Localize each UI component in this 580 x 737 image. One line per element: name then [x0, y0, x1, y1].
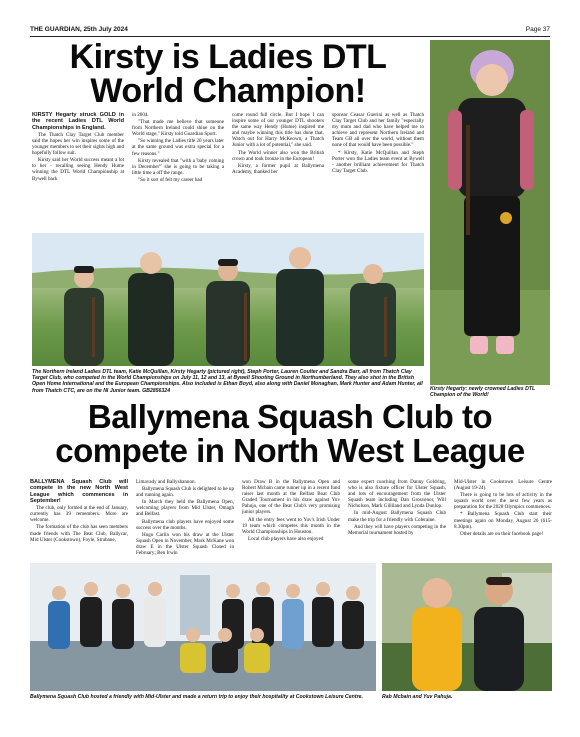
team-photo-illustration [32, 233, 424, 366]
article-paragraph: in 2004. [132, 112, 149, 118]
story2-col [454, 479, 552, 559]
article-paragraph: There is going to be lots of activity in the squash world over the next few years as preparation for the 2028 Olympics commences. [454, 492, 552, 511]
kirsty-photo [430, 40, 550, 385]
story1-col [32, 112, 124, 204]
article-paragraph: sponsor Ceasar Guerini as well as Thatch Clay Target Club and her family "especially my mum and dad who have helped me to achieve and represent Northern Ireland and Team GB all over the world, without them none of that would have been possible." [332, 112, 424, 149]
article-paragraph: Kirsty revealed that "with a 'baby coming in December'" she is going to be taking a little time a off the range. [132, 157, 224, 176]
article-paragraph: * Kirsty, Katie McQuillan and Steph Porter won the Ladies team event at Bywell - another brilliant achievement for Thatch Clay Target Club. [332, 149, 424, 174]
article-paragraph: Limavady and Ballyshannon. [136, 479, 196, 485]
article-paragraph: The formation of the club has seen members made friends with The Beat Club, Ballycar, Mid Ulster (Cookstown), Foyle, Strabane, [30, 524, 128, 543]
article-paragraph: Hugo Carlin won his draw at the Ulster Squash Open in November, Mark McKane won draw E in the Ulster Squash Closed in February; Ben Irwin [136, 531, 234, 557]
story1-headline: Kirsty is Ladies DTL World Champion! [69, 38, 387, 110]
article-paragraph: Other details are on their facebook page! [460, 530, 544, 537]
article-paragraph: And they will have players competing in the Memorial tournament hosted by [348, 523, 446, 536]
article-paragraph: In March they held the Ballymena Open, welcoming players from Mid Ulster, Omagh and Belfast. [136, 499, 234, 518]
article-lead: BALLYMENA Squash Club will compete in the new North West League which commences in September! [30, 479, 128, 504]
article-paragraph: Ballymena club players have enjoyed some success over the months. [136, 518, 234, 531]
page-number: Page 37 [525, 26, 550, 33]
article-paragraph: Kirsty said her World success meant a lot to her - recalling seeing Hendy Hume winning the DTL World Championship at Bywell back [32, 157, 124, 182]
rab-yuv-photo [382, 563, 552, 691]
team-photo-caption: The Northern Ireland Ladies DTL team, Katie McQuillan, Kirsty Hegarty (pictured right), Steph Porter, Lauren Coulter and Sandra Barr, all from Thatch Clay Target Club, who competed in the World Championships on July 11, 12 and 13, at Bywell Shooting Ground in Northumberland. They also shot in the British Open Home International and the European Championships. Also included is Ethan Boyd, also along with Daniel Monaghan, Mark Hunter and Adam Hunter, all from Thatch CTC, are on the NI Junior team. GB2856324 [32, 369, 423, 394]
story1-col [132, 112, 224, 204]
article-paragraph: The Thatch Clay Target Club member said the hopes her win inspires some of the younger members to set their sights high and hopefully follow suit. [32, 131, 124, 157]
story2-col [136, 479, 234, 559]
story1-body [32, 112, 424, 204]
squash-club-photo [30, 563, 376, 691]
squash-photo-illustration [30, 563, 376, 691]
article-paragraph: Local club players have also enjoyed [248, 535, 324, 542]
rab-yuv-caption: Rab Mcbain and Yuv Pahuja. [382, 694, 453, 700]
story2-headline: Ballymena Squash Club to compete in North West League [55, 398, 525, 469]
story2-col [242, 479, 340, 559]
squash-photo-caption: Ballymena Squash Club hosted a friendly with Mid-Ulster and made a return trip to enjoy their hospitality at Cookstown Leisure Centre. [30, 694, 363, 700]
story2-col [30, 479, 128, 559]
story2-col [348, 479, 446, 559]
article-paragraph: won Draw B in the Ballymena Open and Robert Mcbain came runner up in a recent fund raiser last month at the Belfast Boat Club Graded Tournament in his draw against Yuv Pahuja, one of the Beat Club's very promising junior players. [242, 479, 340, 516]
team-photo [32, 233, 424, 366]
article-paragraph: "So winning the Ladies title 20 years later at the same ground was extra special for a few reasons." [132, 138, 224, 157]
publication-date: THE GUARDIAN, 25th July 2024 [30, 26, 128, 33]
article-paragraph: "So it sort of felt my career had [138, 176, 203, 183]
article-paragraph: In mid-August Ballymena Squash Club make the trip for a friendly with Coleraine. [348, 510, 446, 523]
story1-col [232, 112, 324, 204]
article-paragraph: All the entry fees went to Yuv's Irish Under 19 team which competes this month in the World Championships in Houston. [242, 516, 340, 535]
article-paragraph: some expert coaching from Danny Goldring, who is also fixture officer for Ulster Squash, and lots of encouragement from the Ulster Squash team including Dan Grosvenor, Will Nicholson, Mark Gilliland and Lynda Dunlop. [348, 479, 446, 510]
story2-body [30, 479, 552, 559]
header-rule [30, 36, 550, 37]
article-paragraph: * Ballymena Squash Club start their meetings again on Monday, August 26 (615-8.30pm). [454, 511, 552, 530]
article-paragraph: Kirsty, a former pupil at Ballymena Academy, thanked her [232, 162, 324, 175]
article-paragraph: Ballymena Squash Club is delighted to be up and running again. [136, 486, 234, 499]
article-paragraph: The club, only formed at the end of January, currently has 39 remembers. More are welcome. [30, 505, 128, 524]
article-paragraph: Mid-Ulster in Cookstown Leisure Centre (August 19-24). [454, 479, 552, 492]
kirsty-photo-illustration [430, 40, 550, 385]
kirsty-photo-caption: Kirsty Hegarty: newly crowned Ladies DTL Champion of the World! [430, 386, 536, 399]
article-lead: KIRSTY Hegarty struck GOLD in the recent Ladies DTL World Championships in England. [32, 112, 124, 131]
page-header [30, 26, 550, 36]
article-paragraph: "That made me believe that someone from Northern Ireland could shine on the World stage," Kirsty told Guardian Sport. [132, 119, 224, 138]
rab-yuv-illustration [382, 563, 552, 691]
article-paragraph: The World winner also won the British crown and took bronze in the European! [232, 149, 324, 162]
article-paragraph: come round full circle. But I hope I can inspire some of our younger DTL shooters the same way Hendy (Hume) inspired me and maybe winning this title has done that. Watch out for Harry McKeown, a Thatch Junior with a lot of potential," she said. [232, 112, 324, 149]
story1-col [332, 112, 424, 204]
